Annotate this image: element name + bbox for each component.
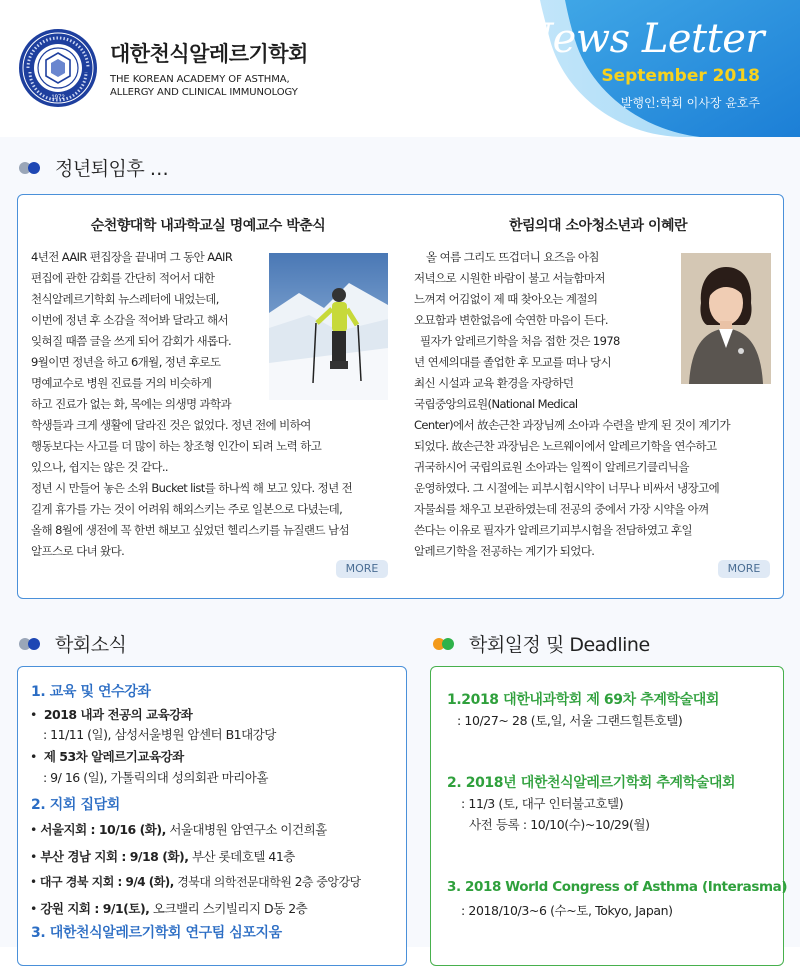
right-article-line: 최신 시설과 교육 환경을 자랑하던 bbox=[414, 376, 574, 390]
branch-row: • 대구 경북 지회 : 9/4 (화), 경북대 의학전문대학원 2층 중앙강당 bbox=[30, 875, 361, 889]
branch-row: • 강원 지회 : 9/1(토), 오크밸리 스키빌리지 D동 2층 bbox=[30, 901, 308, 916]
schedule-item-detail-2: 사전 등록 : 10/10(수)~10/29(월) bbox=[469, 817, 650, 832]
org-name-english-line2: ALLERGY AND CLINICAL IMMUNOLOGY bbox=[110, 87, 298, 98]
news-section-header bbox=[19, 630, 126, 657]
right-article-line: 오묘함과 변한없음에 숙연한 마음이 든다. bbox=[414, 313, 608, 327]
schedule-item-heading: 3. 2018 World Congress of Asthma (Interasma) bbox=[447, 879, 788, 895]
right-article-line: 알레르기학을 전공하는 계기가 되었다. bbox=[414, 544, 595, 558]
right-article-line: 운영하였다. 그 시절에는 피부시험시약이 너무나 비싸서 냉장고에 bbox=[414, 481, 720, 495]
news-item3-heading: 3. 대한천식알레르기학회 연구팀 심포지움 bbox=[31, 925, 282, 941]
branch-place: 경북대 의학전문대학원 2층 중앙강당 bbox=[177, 875, 361, 889]
branch-place: 오크밸리 스키빌리지 D동 2층 bbox=[152, 901, 308, 916]
schedule-item-detail: : 10/27~ 28 (토,일, 서울 그랜드힐튼호텔) bbox=[457, 713, 683, 728]
right-article-line: 국립중앙의료원(National Medical bbox=[414, 397, 578, 411]
org-name-korean: 대한천식알레르기학회 bbox=[110, 42, 308, 66]
right-article-line: 년 연세의대를 졸업한 후 모교를 떠나 당시 bbox=[414, 355, 611, 369]
skier-photo bbox=[269, 253, 388, 400]
news-item1-sub2-title: 제 53차 알레르기교육강좌 bbox=[43, 749, 184, 764]
left-article-line: 하고 진료가 없는 화, 목에는 의생명 과학과 bbox=[31, 397, 232, 411]
left-article-line: 명예교수로 병원 진료를 거의 비슷하게 bbox=[31, 376, 212, 390]
left-article-line: 정년 시 만들어 놓은 소위 Bucket list를 하나씩 해 보고 있다. 정년 전 bbox=[31, 481, 353, 495]
news-item1-heading: 1. 교육 및 연수강좌 bbox=[31, 684, 151, 700]
branch-name: 대구 경북 지회 : 9/4 (화), bbox=[39, 875, 174, 889]
news-item1-sub1-title: 2018 내과 전공의 교육강좌 bbox=[43, 707, 193, 722]
right-article-line: 되었다. 故손근찬 과장님은 노르웨이에서 알레르기학을 연수하고 bbox=[414, 439, 717, 453]
seal-year: 1972 bbox=[51, 95, 65, 101]
left-article-line: 행동보다는 사고를 더 많이 하는 창조형 인간이 되려 노력 하고 bbox=[31, 439, 322, 453]
schedule-item-heading: 2. 2018년 대한천식알레르기학회 추계학술대회 bbox=[447, 775, 736, 791]
schedule-item-heading: 1.2018 대한내과학회 제 69차 추계학술대회 bbox=[447, 692, 719, 708]
left-article-title: 순천향대학 내과학교실 명예교수 박춘식 bbox=[90, 218, 326, 234]
issue-date: September 2018 bbox=[601, 66, 760, 86]
branch-name: 강원 지회 : 9/1(토), bbox=[40, 901, 150, 916]
branch-row: • 부산 경남 지회 : 9/18 (화), 부산 롯데호텔 41층 bbox=[30, 849, 295, 864]
right-article-title: 한림의대 소아청소년과 이혜란 bbox=[508, 218, 688, 234]
news-section-title: 학회소식 bbox=[55, 634, 127, 656]
schedule-panel bbox=[430, 666, 788, 966]
schedule-section-header bbox=[433, 630, 650, 657]
branch-name: 부산 경남 지회 : 9/18 (화), bbox=[40, 849, 189, 864]
branch-place: 부산 롯데호텔 41층 bbox=[191, 849, 295, 864]
newsletter-header bbox=[0, 0, 800, 137]
right-article-text-full bbox=[414, 415, 771, 562]
retirement-panel bbox=[17, 194, 784, 599]
retirement-section-title: 정년퇴임후 … bbox=[55, 158, 169, 180]
left-article-line: 편집에 관한 감회를 간단히 적어서 대한 bbox=[31, 271, 215, 285]
left-article-line: 학생들과 크게 생활에 달라진 것은 없었다. 정년 전에 비하여 bbox=[31, 418, 311, 432]
right-article-line: 느껴져 어김없이 제 때 찾아오는 계절의 bbox=[414, 292, 598, 306]
academy-seal-logo bbox=[18, 28, 98, 108]
right-article-line: 쓴다는 이유로 필자가 알레르기피부시험을 전담하였고 후일 bbox=[414, 523, 693, 537]
left-article-line: 이번에 정년 후 소감을 적어봐 달라고 해서 bbox=[31, 313, 228, 327]
left-article-line: 올해 8월에 생전에 꼭 한번 해보고 싶었던 헬리스키를 뉴질랜드 남섬 bbox=[31, 523, 349, 537]
news-item1-sub1-detail: : 11/11 (일), 삼성서울병원 암센터 B1대강당 bbox=[43, 727, 276, 742]
left-article-line: 길게 휴가를 가는 것이 어려워 해외스키는 주로 일본으로 다녔는데, bbox=[31, 502, 343, 516]
branch-place: 서울대병원 암연구소 이건희홀 bbox=[169, 822, 327, 837]
branch-row: • 서울지회 : 10/16 (화), 서울대병원 암연구소 이건희홀 bbox=[30, 822, 327, 837]
right-article-line: 필자가 알레르기학을 처음 접한 것은 1978 bbox=[420, 334, 620, 348]
schedule-item-detail: : 11/3 (토, 대구 인터불고호텔) bbox=[461, 796, 624, 811]
left-article-line: 천식알레르기학회 뉴스레터에 내었는데, bbox=[31, 292, 219, 306]
news-item1-sub2: • 제 53차 알레르기교육강좌 bbox=[30, 749, 184, 764]
left-article-line: 9월이면 정년을 하고 6개월, 정년 후로도 bbox=[31, 355, 221, 369]
left-article-text-wrapped bbox=[31, 247, 264, 415]
right-article-line: 올 여름 그리도 뜨겁더니 요즈음 아침 bbox=[426, 250, 599, 264]
news-panel bbox=[17, 666, 407, 966]
left-article-line: 잊혀질 때쯤 글을 쓰게 되어 감회가 새롭다. bbox=[31, 334, 232, 348]
left-article-line: 있으나, 쉽지는 않은 것 같다.. bbox=[31, 460, 168, 474]
newsletter-title: News Letter bbox=[518, 16, 764, 62]
left-more-button[interactable]: MORE bbox=[336, 560, 388, 578]
schedule-section-title: 학회일정 및 Deadline bbox=[469, 634, 650, 656]
org-name-english-line1: THE KOREAN ACADEMY OF ASTHMA, bbox=[110, 74, 290, 85]
publisher-line: 발행인:학회 이사장 윤호주 bbox=[620, 96, 760, 110]
left-article-line: 4년전 AAIR 편집장을 끝내며 그 동안 AAIR bbox=[31, 250, 233, 264]
right-article-line: 자물쇠를 채우고 보관하였는데 전공의 중에서 가장 시약을 아껴 bbox=[414, 502, 709, 516]
right-article-line: Center)에서 故손근찬 과장님께 소아과 수련을 받게 된 것이 계기가 bbox=[414, 418, 731, 432]
right-article-text-wrapped bbox=[414, 247, 676, 415]
section-bullet-icon bbox=[19, 638, 45, 650]
section-bullet-icon bbox=[19, 162, 45, 174]
right-article-line: 귀국하시어 국립의료원 소아과는 일찍이 알레르기클리닉을 bbox=[414, 460, 689, 474]
section-bullet-icon bbox=[433, 638, 459, 650]
news-item1-sub1: • 2018 내과 전공의 교육강좌 bbox=[30, 707, 193, 722]
portrait-photo bbox=[681, 253, 771, 384]
schedule-item-detail: : 2018/10/3~6 (수~토, Tokyo, Japan) bbox=[461, 903, 673, 918]
left-article-line: 알프스로 다녀 왔다. bbox=[31, 544, 125, 558]
retirement-section-header bbox=[19, 154, 168, 181]
right-article-line: 저녁으로 시원한 바람이 불고 서늘함마저 bbox=[414, 271, 605, 285]
org-name-english bbox=[110, 73, 298, 99]
news-item1-sub2-detail: : 9/ 16 (일), 가톨릭의대 성의회관 마리아홀 bbox=[43, 770, 268, 785]
news-item2-heading: 2. 지회 집담회 bbox=[31, 797, 120, 813]
right-more-button[interactable]: MORE bbox=[718, 560, 770, 578]
left-article-text-full bbox=[31, 415, 388, 562]
branch-name: 서울지회 : 10/16 (화), bbox=[40, 822, 166, 837]
